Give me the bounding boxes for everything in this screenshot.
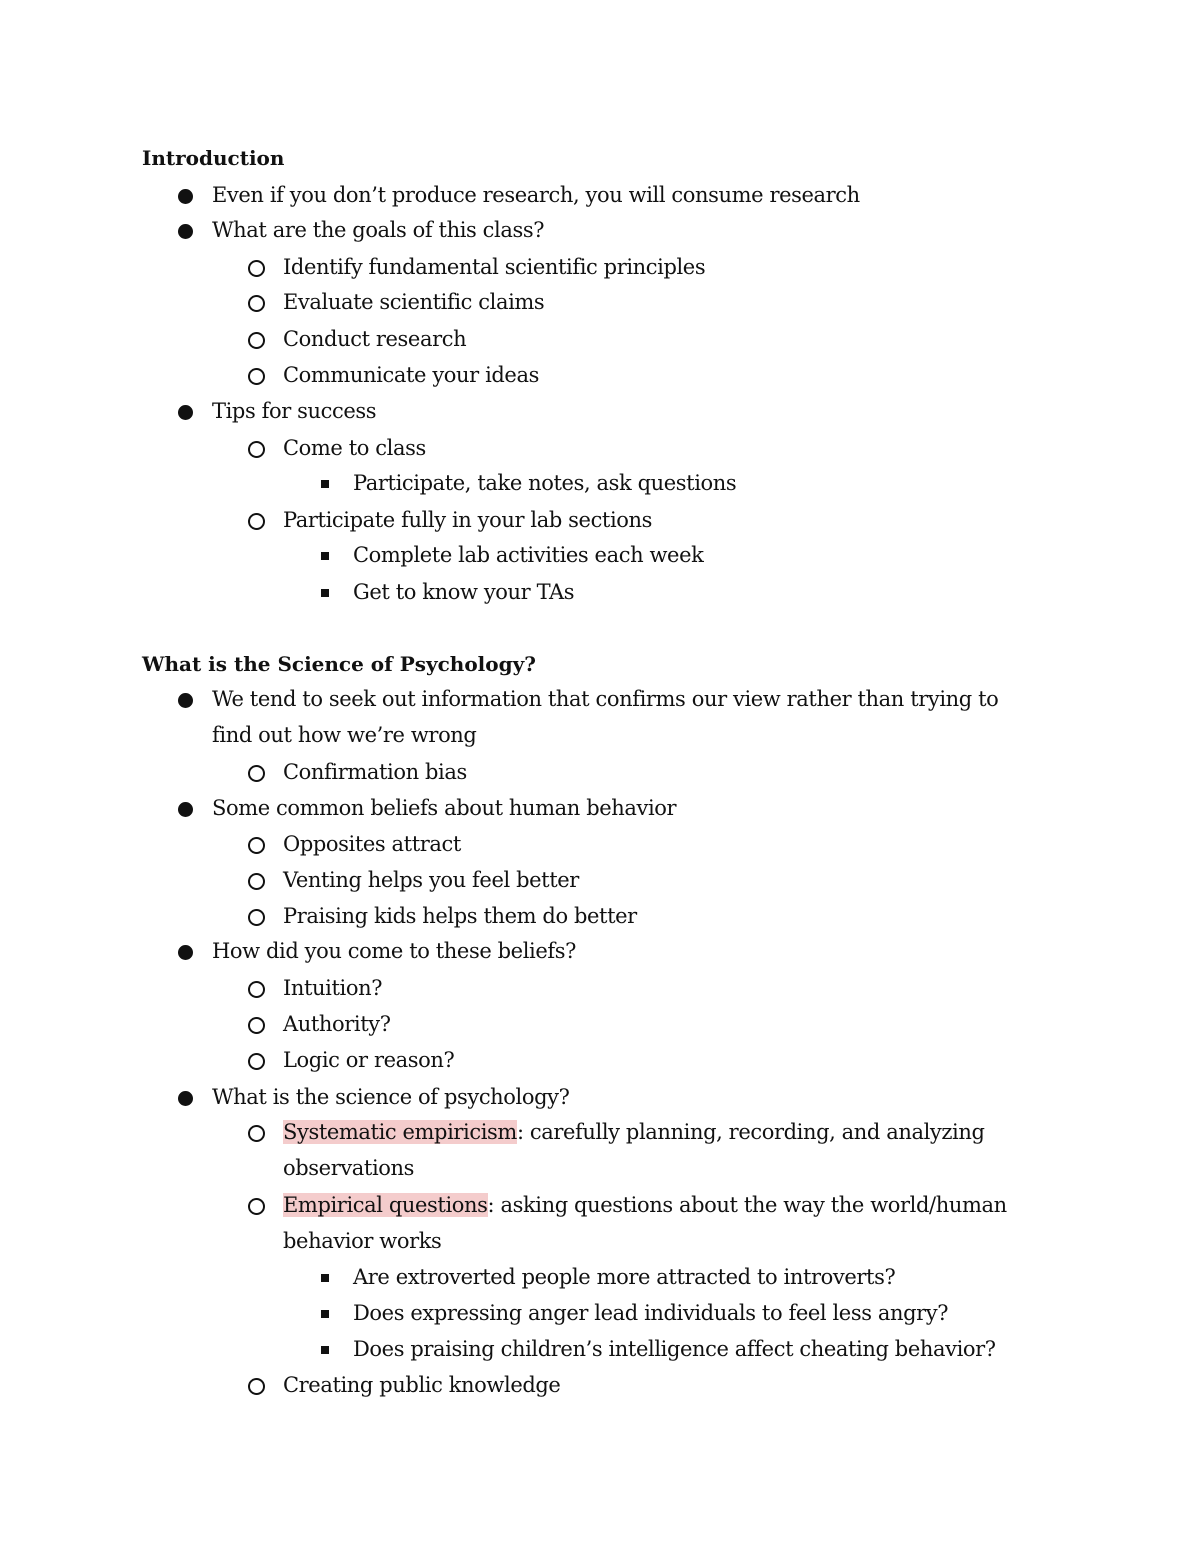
list-item-text: Intuition? (283, 976, 383, 1000)
list-item-text: Authority? (283, 1012, 391, 1036)
filled-bullet-icon (178, 189, 193, 204)
list-item-text: Are extroverted people more attracted to introverts? (353, 1265, 896, 1289)
hollow-bullet-icon (248, 1378, 265, 1395)
list-item (283, 754, 467, 790)
list-item-text: Creating public knowledge (283, 1373, 561, 1397)
filled-bullet-icon (178, 405, 193, 420)
list-item-text: Participate fully in your lab sections (283, 508, 653, 532)
list-item-text: Does expressing anger lead individuals to feel less angry? (353, 1301, 949, 1325)
list-item-text: What are the goals of this class? (212, 218, 545, 242)
list-item (283, 284, 544, 320)
list-item-text: Praising kids helps them do better (283, 904, 637, 928)
list-item-text: Does praising children’s intelligence affect cheating behavior? (353, 1337, 996, 1361)
list-item (353, 537, 703, 573)
hollow-bullet-icon (248, 1017, 265, 1034)
list-item-text: Come to class (283, 436, 426, 460)
list-item-text: Opposites attract (283, 832, 461, 856)
hollow-bullet-icon (248, 837, 265, 854)
list-item (212, 1079, 569, 1115)
list-item-text: What is the science of psychology? (212, 1085, 570, 1109)
list-item-text: How did you come to these beliefs? (212, 939, 576, 963)
list-item (283, 862, 579, 898)
hollow-bullet-icon (248, 981, 265, 998)
square-bullet-icon (321, 589, 329, 597)
list-item (212, 177, 860, 213)
square-bullet-icon (321, 480, 329, 488)
list-item (283, 1187, 1043, 1259)
list-item (212, 681, 1042, 753)
hollow-bullet-icon (248, 765, 265, 782)
list-item (283, 357, 539, 393)
list-item (353, 465, 736, 501)
list-item-text: Communicate your ideas (283, 363, 539, 387)
hollow-bullet-icon (248, 260, 265, 277)
list-item (283, 1114, 1043, 1186)
list-item-text: : asking questions about the way the world/human behavior works (283, 1193, 1007, 1253)
list-item-text: : carefully planning, recording, and analyzing observations (283, 1120, 985, 1180)
list-item (283, 502, 652, 538)
list-item-text: Conduct research (283, 327, 467, 351)
list-item (212, 790, 676, 826)
list-item-text: Identify fundamental scientific principles (283, 255, 706, 279)
hollow-bullet-icon (248, 441, 265, 458)
section-heading-science-of-psychology: What is the Science of Psychology? (142, 652, 536, 676)
list-item (353, 1331, 996, 1367)
hollow-bullet-icon (248, 909, 265, 926)
filled-bullet-icon (178, 693, 193, 708)
list-item-text: We tend to seek out information that confirms our view rather than trying to find out how we’re wrong (212, 687, 999, 747)
list-item-text: Confirmation bias (283, 760, 467, 784)
list-item (283, 970, 382, 1006)
filled-bullet-icon (178, 945, 193, 960)
list-item (353, 1295, 948, 1331)
hollow-bullet-icon (248, 513, 265, 530)
list-item-text: Get to know your TAs (353, 580, 575, 604)
list-item-text: Even if you don’t produce research, you will consume research (212, 183, 860, 207)
list-item-text: Venting helps you feel better (283, 868, 579, 892)
list-item (212, 393, 376, 429)
list-item-text: Participate, take notes, ask questions (353, 471, 737, 495)
filled-bullet-icon (178, 802, 193, 817)
list-item (283, 1042, 454, 1078)
hollow-bullet-icon (248, 332, 265, 349)
filled-bullet-icon (178, 224, 193, 239)
list-item (353, 1259, 895, 1295)
hollow-bullet-icon (248, 368, 265, 385)
list-item-text: Tips for success (212, 399, 377, 423)
square-bullet-icon (321, 1346, 329, 1354)
list-item (283, 1367, 560, 1403)
list-item-text: Evaluate scientific claims (283, 290, 545, 314)
list-item-text: Some common beliefs about human behavior (212, 796, 677, 820)
square-bullet-icon (321, 1274, 329, 1282)
highlighted-term: Systematic empiricism (283, 1120, 517, 1144)
square-bullet-icon (321, 552, 329, 560)
list-item (283, 321, 466, 357)
highlighted-term: Empirical questions (283, 1193, 488, 1217)
list-item (212, 212, 544, 248)
filled-bullet-icon (178, 1091, 193, 1106)
list-item (212, 933, 576, 969)
hollow-bullet-icon (248, 873, 265, 890)
square-bullet-icon (321, 1310, 329, 1318)
section-heading-introduction: Introduction (142, 146, 285, 170)
hollow-bullet-icon (248, 1198, 265, 1215)
hollow-bullet-icon (248, 1125, 265, 1142)
hollow-bullet-icon (248, 295, 265, 312)
hollow-bullet-icon (248, 1053, 265, 1070)
list-item (353, 574, 574, 610)
list-item (283, 826, 461, 862)
list-item-text: Logic or reason? (283, 1048, 455, 1072)
list-item (283, 898, 637, 934)
list-item (283, 1006, 391, 1042)
list-item (283, 249, 705, 285)
list-item (283, 430, 426, 466)
list-item-text: Complete lab activities each week (353, 543, 704, 567)
